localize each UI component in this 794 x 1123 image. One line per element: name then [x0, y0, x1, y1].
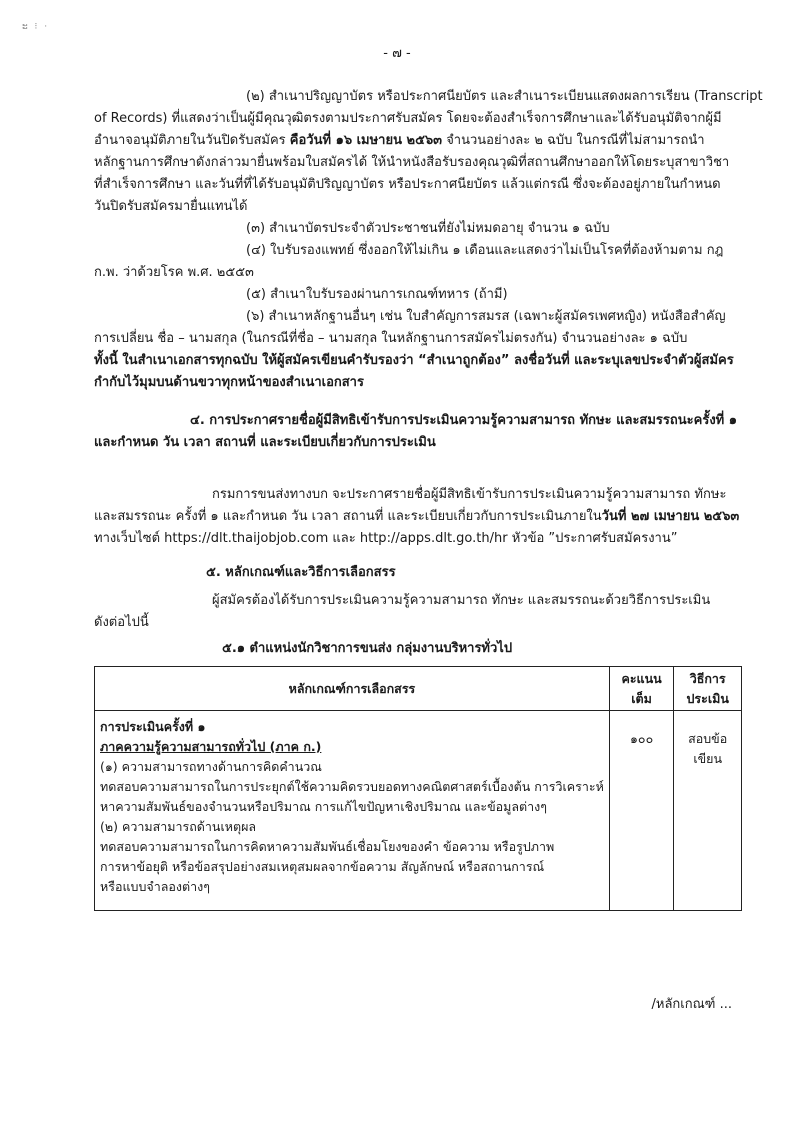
- round-label: การประเมินครั้งที่ ๑: [100, 719, 206, 734]
- section5-subheading: ๕.๑ ตำแหน่งนักวิชาการขนส่ง กลุ่มงานบริหารทั่วไป: [222, 641, 513, 656]
- header-method-line1: วิธีการ: [689, 670, 726, 686]
- doc2-line3-tail: จำนวนอย่างละ ๒ ฉบับ ในกรณีที่ไม่สามารถนำ: [442, 133, 705, 148]
- doc4-line2: ก.พ. ว่าด้วยโรค พ.ศ. ๒๕๕๓: [94, 265, 254, 280]
- item2-desc3: หรือแบบจำลองต่างๆ: [100, 879, 210, 894]
- criteria-table: [94, 666, 742, 911]
- section4-heading: ๔. การประกาศรายชื่อผู้มีสิทธิเข้ารับการประเมินความรู้ความสามารถ ทักษะ และสมรรถนะครั้งที่ ๑: [190, 413, 738, 428]
- doc4-line1: (๔) ใบรับรองแพทย์ ซึ่งออกให้ไม่เกิน ๑ เดือนและแสดงว่าไม่เป็นโรคที่ต้องห้ามตาม กฎ: [246, 243, 724, 258]
- document-item-5: (๕) สำเนาใบรับรองผ่านการเกณฑ์ทหาร (ถ้ามี): [246, 287, 508, 302]
- doc2-line1: (๒) สำเนาปริญญาบัตร หรือประกาศนียบัตร และสำเนาระเบียนแสดงผลการเรียน (Transcript: [246, 89, 763, 104]
- item1-desc1: ทดสอบความสามารถในการประยุกต์ใช้ความคิดรวบยอดทางคณิตศาสตร์เบื้องต้น การวิเคราะห์: [100, 779, 604, 794]
- section4-body2: [94, 506, 739, 528]
- note-line1: ทั้งนี้ ในสำเนาเอกสารทุกฉบับ ให้ผู้สมัครเขียนคำรับรองว่า “สำเนาถูกต้อง” ลงชื่อวันที่ และระบุเลขประจำตัวผู้สมัคร: [94, 353, 734, 368]
- section5-body1: ผู้สมัครต้องได้รับการประเมินความรู้ความสามารถ ทักษะ และสมรรถนะด้วยวิธีการประเมิน: [212, 593, 711, 608]
- document-item-3: (๓) สำเนาบัตรประจำตัวประชาชนที่ยังไม่หมดอายุ จำนวน ๑ ฉบับ: [246, 221, 610, 236]
- doc2-line6: วันปิดรับสมัครมายื่นแทนได้: [94, 199, 248, 214]
- section5-heading: ๕. หลักเกณฑ์และวิธีการเลือกสรร: [206, 565, 396, 580]
- section5-body2: ดังต่อไปนี้: [94, 615, 149, 630]
- note-line2: กำกับไว้มุมบนด้านขวาทุกหน้าของสำเนาเอกสาร: [94, 375, 364, 390]
- doc2-line4: หลักฐานการศึกษาดังกล่าวมายื่นพร้อมใบสมัครได้ ให้นำหนังสือรับรองคุณวุฒิที่สถานศึกษาออกให้โดยระบุสาขาวิชา: [94, 155, 730, 170]
- method-cell: สอบข้อเขียน: [674, 711, 742, 911]
- doc2-line3-text: อำนาจอนุมัติภายในวันปิดรับสมัคร: [94, 133, 290, 148]
- doc2-line5: ที่สำเร็จการศึกษา และวันที่ที่ได้รับอนุมัติปริญญาบัตร หรือประกาศนียบัตร แล้วแต่กรณี ซึ่งจะต้องอยู่ภายในกำหนด: [94, 177, 721, 192]
- item1-title: (๑) ความสามารถทางด้านการคิดคำนวณ: [100, 759, 322, 774]
- header-method-line2: ประเมิน: [686, 690, 729, 706]
- continuation-footer: /หลักเกณฑ์ ...: [651, 997, 732, 1012]
- close-date: คือวันที่ ๑๖ เมษายน ๒๕๖๓: [289, 133, 443, 148]
- section4-websites: ทางเว็บไซต์ https://dlt.thaijobjob.com และ http://apps.dlt.go.th/hr หัวข้อ ”ประกาศรับสมัครงาน”: [94, 531, 678, 546]
- table-header-row: [95, 667, 742, 711]
- item2-desc1: ทดสอบความสามารถในการคิดหาความสัมพันธ์เชื่อมโยงของคำ ข้อความ หรือรูปภาพ: [100, 839, 555, 854]
- corner-mark: ະ ⁝ ·: [22, 22, 50, 32]
- section4-heading-cont: และกำหนด วัน เวลา สถานที่ และระเบียบเกี่ยวกับการประเมิน: [94, 435, 436, 450]
- section4-body1: กรมการขนส่งทางบก จะประกาศรายชื่อผู้มีสิทธิเข้ารับการประเมินความรู้ความสามารถ ทักษะ: [212, 487, 727, 502]
- criteria-cell: [95, 711, 610, 911]
- announce-date: วันที่ ๒๗ เมษายน ๒๕๖๓: [601, 509, 740, 524]
- doc2-line2: of Records) ที่แสดงว่าเป็นผู้มีคุณวุฒิตรงตามประกาศรับสมัคร โดยจะต้องสำเร็จการศึกษาและได้รับอนุมัติจากผู้มี: [94, 111, 722, 126]
- part-label: ภาคความรู้ความสามารถทั่วไป (ภาค ก.): [100, 739, 322, 754]
- doc6-line1: (๖) สำเนาหลักฐานอื่นๆ เช่น ใบสำคัญการสมรส (เฉพาะผู้สมัครเพศหญิง) หนังสือสำคัญ: [246, 309, 726, 324]
- header-criteria: หลักเกณฑ์การเลือกสรร: [95, 667, 610, 711]
- table-row: [95, 711, 742, 911]
- section4-body2-text: และสมรรถนะ ครั้งที่ ๑ และกำหนด วัน เวลา สถานที่ และระเบียบเกี่ยวกับการประเมินภายใน: [94, 509, 602, 524]
- item1-desc2: หาความสัมพันธ์ของจำนวนหรือปริมาณ การแก้ไขปัญหาเชิงปริมาณ และข้อมูลต่างๆ: [100, 799, 548, 814]
- page-number: - ๗ -: [383, 46, 411, 61]
- header-score: คะแนนเต็ม: [609, 667, 673, 711]
- score-cell: ๑๐๐: [609, 711, 673, 911]
- item2-title: (๒) ความสามารถด้านเหตุผล: [100, 819, 257, 834]
- item2-desc2: การหาข้อยุติ หรือข้อสรุปอย่างสมเหตุสมผลจากข้อความ สัญลักษณ์ หรือสถานการณ์: [100, 859, 545, 874]
- header-method: [674, 667, 742, 711]
- doc2-line3: [94, 130, 705, 152]
- doc6-line2: การเปลี่ยน ชื่อ – นามสกุล (ในกรณีที่ชื่อ – นามสกุล ในหลักฐานการสมัครไม่ตรงกัน) จำนวนอย่างละ ๑ ฉบับ: [94, 331, 688, 346]
